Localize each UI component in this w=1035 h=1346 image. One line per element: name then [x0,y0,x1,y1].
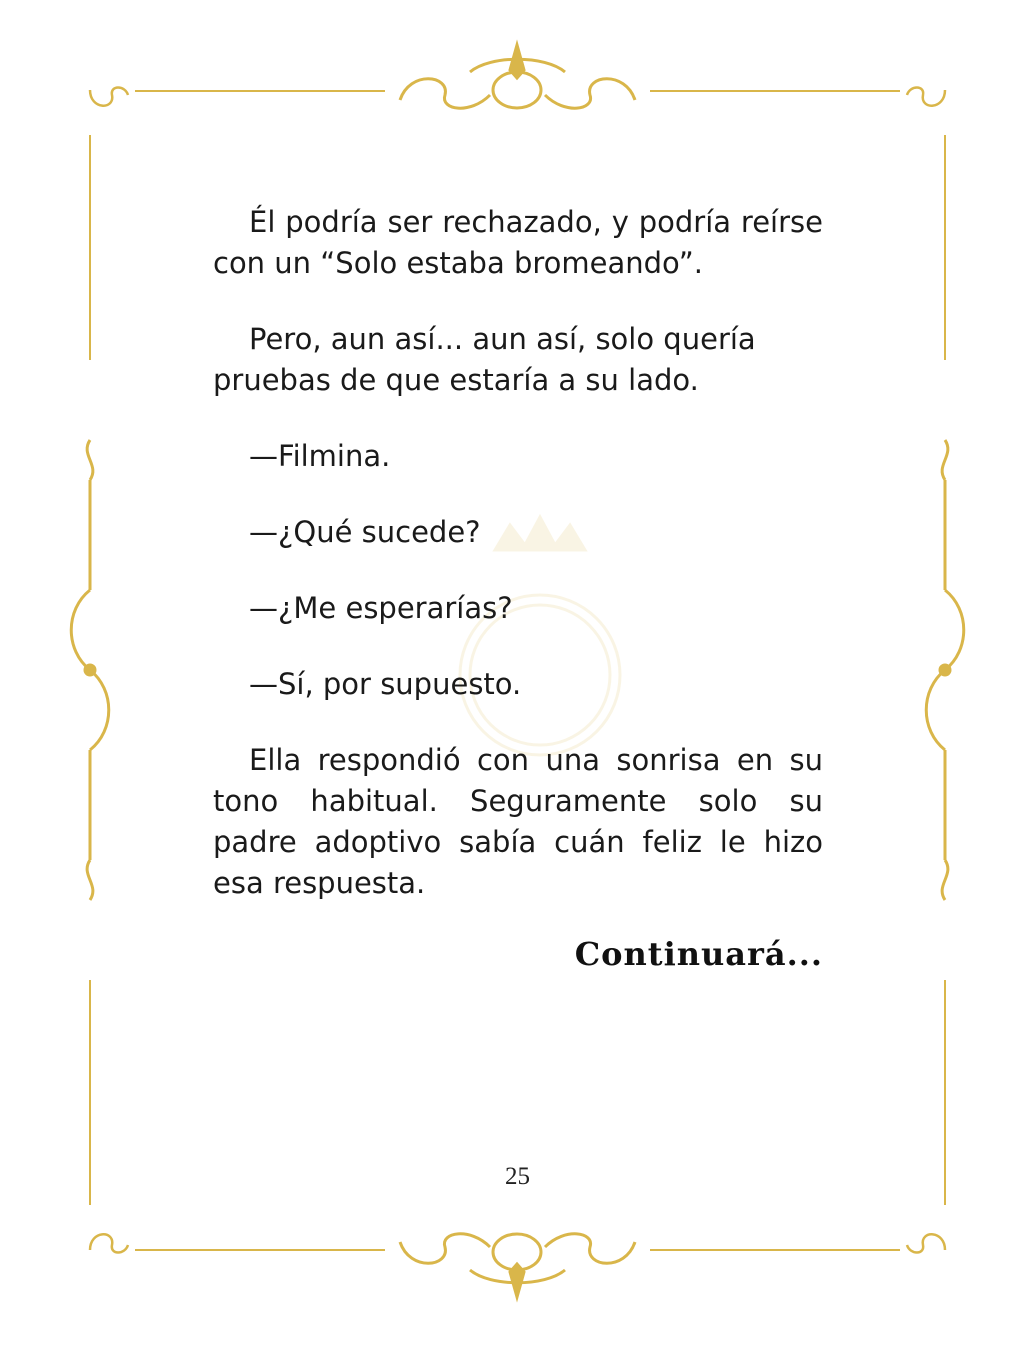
right-flourish-icon [926,440,964,900]
bottom-flourish-icon [400,1234,635,1297]
dialogue-line: —¿Qué sucede? [249,515,481,549]
paragraph: Ella respondió con una sonrisa en su tono habitual. Seguramente solo su padre adoptivo sabía cuán feliz le hizo esa respuesta. [213,743,823,900]
dialogue-line: —¿Me esperarías? [249,591,513,625]
top-flourish-icon [400,45,635,108]
dialogue-line: —Filmina. [249,439,391,473]
paragraph: Él podría ser rechazado, y podría reírse con un “Solo estaba bromeando”. [213,205,823,280]
story-text [213,202,823,939]
continue-heading: Continuará... [574,935,823,973]
paragraph: Pero, aun así... aun así, solo quería pruebas de que estaría a su lado. [213,322,756,397]
dialogue-line: —Sí, por supuesto. [249,667,522,701]
page-number: 25 [505,1163,530,1190]
left-flourish-icon [71,440,109,900]
